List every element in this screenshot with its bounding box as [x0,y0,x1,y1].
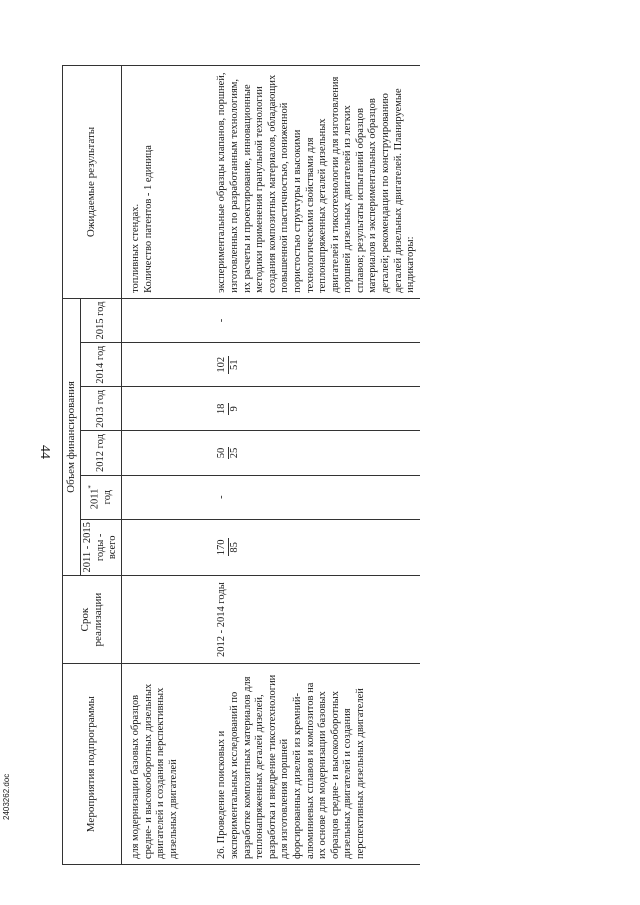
header-results: Ожидаемые результаты [63,66,122,299]
cont-2015-cell [121,298,182,342]
header-funding-group: Объем финансирования [63,298,81,575]
row26-2011-cell: - [182,475,420,519]
row26-activity-cell: 26. Проведение поисковых и экспериментальных исследований по разработке композитных материалов для теплонапряженных деталей дизелей, разработка и внедрение тиксотехнологии для изготовления поршней форсированных дизелей из кремний-алюминиевых сплавов и композитов на их основе для модернизации базовых образцов средне- и высокооборотных дизельных двигателей и создания перспективных дизельных двигателей [182,664,420,865]
row26-2012-bottom: 25 [228,447,240,459]
table-row-continuation [121,66,182,865]
row26-2013-cell [182,387,420,431]
cont-2012-cell [121,431,182,475]
header-2013: 2013 год [81,387,122,431]
row26-2014-top: 102 [216,356,228,373]
row26-total-bottom: 85 [228,542,240,553]
row26-results-cell: экспериментальные образцы клапанов, поршней, изготовленных по разработанным технологиям, их расчеты и проектирование, инновационные методики применения гранульной технологии создания композитных материалов, обладающих повышенной пластичностью, пониженной пористостью структуры и высокими технологическими свойствами для теплонапряженных деталей дизельных двигателей и тиксотехнологии для изготовления поршней дизельных двигателей из легких сплавов; результаты испытаний образцов материалов и экспериментальных образцов деталей; рекомендации по конструированию деталей дизельных двигателей. Планируемые индикаторы: [182,66,420,299]
rotated-page [62,65,582,865]
row26-2014-cell [182,343,420,387]
table-row-26 [182,66,420,865]
row26-2012-fraction [216,447,240,460]
header-row-1 [63,66,81,865]
header-2011-mark: * [87,485,96,489]
program-table [62,65,420,865]
row26-2012-cell [182,431,420,475]
header-total: 2011 - 2015 годы - всего [81,519,122,575]
cont-results-line-1: топливных стендах. [129,203,141,293]
header-2011-year: 2011 [89,488,101,510]
header-term: Срок реализации [63,575,122,663]
row26-2012-top: 50 [216,447,228,459]
header-2011 [81,475,122,519]
row26-2015-cell: - [182,298,420,342]
row26-2013-top: 18 [216,403,228,415]
cont-2011-cell [121,475,182,519]
cont-term-cell [121,575,182,663]
row26-2014-fraction [216,356,240,374]
cont-activity-cell: для модернизации базовых образцов средне- и высокооборотных дизельных двигателей и создания перспективных дизельных двигателей [121,664,182,865]
header-2015: 2015 год [81,298,122,342]
cont-2013-cell [121,387,182,431]
row26-2013-fraction [216,403,240,416]
page-number: 44 [37,445,52,459]
cont-results-cell [121,66,182,299]
row26-total-fraction [216,538,240,556]
document-file-code: 2403262.doc [2,773,11,820]
header-2011-god: год [102,490,114,505]
row26-total-top: 170 [216,539,228,556]
cont-2014-cell [121,343,182,387]
row26-2013-bottom: 9 [228,406,240,412]
cont-total-cell [121,519,182,575]
header-activity: Мероприятия подпрограммы [63,664,122,865]
header-2012: 2012 год [81,431,122,475]
cont-results-line-2: Количество патентов - 1 единица [142,145,154,293]
row26-2014-bottom: 51 [228,359,240,370]
row26-total-cell [182,519,420,575]
header-2014: 2014 год [81,343,122,387]
row26-term-cell: 2012 - 2014 годы [182,575,420,663]
